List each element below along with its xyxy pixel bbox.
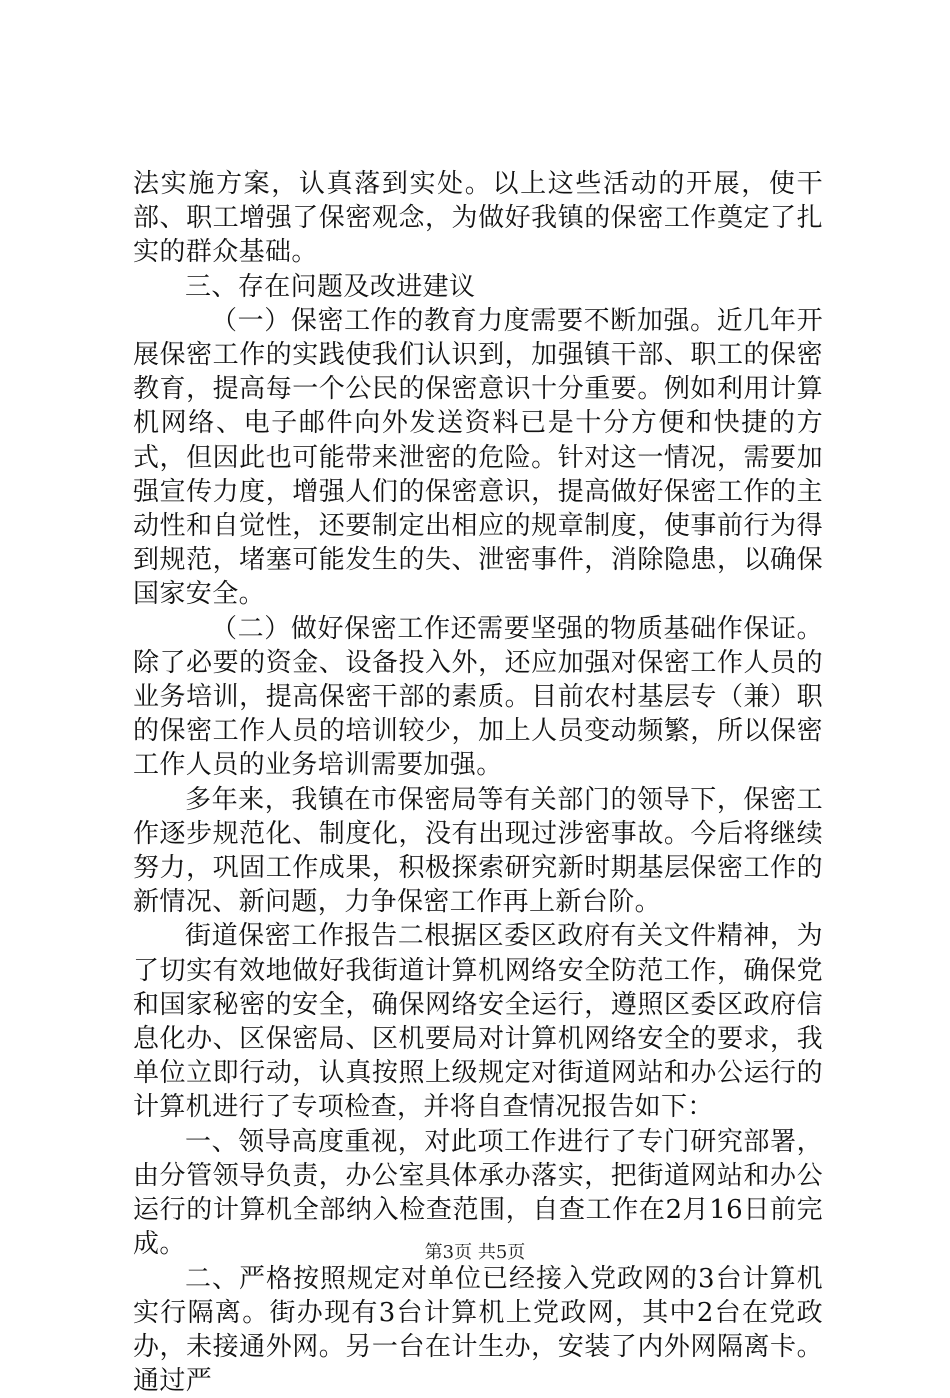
page-number-footer: 第3页 共5页 — [0, 1238, 950, 1264]
paragraph-report-two-intro: 街道保密工作报告二根据区委区政府有关文件精神，为了切实有效地做好我街道计算机网络安全防范工作，确保党和国家秘密的安全，确保网络安全运行，遵照区委区政府信息化办、区保密局、区机要局对计算机网络安全的要求，我单位立即行动，认真按照上级规定对街道网站和办公运行的计算机进行了专项检查，并将自查情况报告如下： — [133, 919, 823, 1124]
paragraph-point-one: 一、领导高度重视，对此项工作进行了专门研究部署，由分管领导负责，办公室具体承办落实，把街道网站和办公运行的计算机全部纳入检查范围，自查工作在2月16日前完成。 — [133, 1125, 823, 1262]
paragraph-item-two: （二）做好保密工作还需要坚强的物质基础作保证。除了必要的资金、设备投入外，还应加强对保密工作人员的业务培训，提高保密干部的素质。目前农村基层专（兼）职的保密工作人员的培训较少，加上人员变动频繁，所以保密工作人员的业务培训需要加强。 — [133, 612, 823, 783]
document-body — [133, 167, 823, 1398]
section-heading-problems: 三、存在问题及改进建议 — [133, 270, 823, 304]
paragraph-point-two: 二、严格按照规定对单位已经接入党政网的3台计算机实行隔离。街办现有3台计算机上党政网，其中2台在党政办，未接通外网。另一台在计生办，安装了内外网隔离卡。通过严 — [133, 1262, 823, 1398]
paragraph-summary: 多年来，我镇在市保密局等有关部门的领导下，保密工作逐步规范化、制度化，没有出现过涉密事故。今后将继续努力，巩固工作成果，积极探索研究新时期基层保密工作的新情况、新问题，力争保密工作再上新台阶。 — [133, 783, 823, 920]
paragraph-continuation: 法实施方案，认真落到实处。以上这些活动的开展，使干部、职工增强了保密观念，为做好我镇的保密工作奠定了扎实的群众基础。 — [133, 167, 823, 270]
paragraph-item-one: （一）保密工作的教育力度需要不断加强。近几年开展保密工作的实践使我们认识到，加强镇干部、职工的保密教育，提高每一个公民的保密意识十分重要。例如利用计算机网络、电子邮件向外发送资料已是十分方便和快捷的方式，但因此也可能带来泄密的危险。针对这一情况，需要加强宣传力度，增强人们的保密意识，提高做好保密工作的主动性和自觉性，还要制定出相应的规章制度，使事前行为得到规范，堵塞可能发生的失、泄密事件，消除隐患，以确保国家安全。 — [133, 304, 823, 612]
